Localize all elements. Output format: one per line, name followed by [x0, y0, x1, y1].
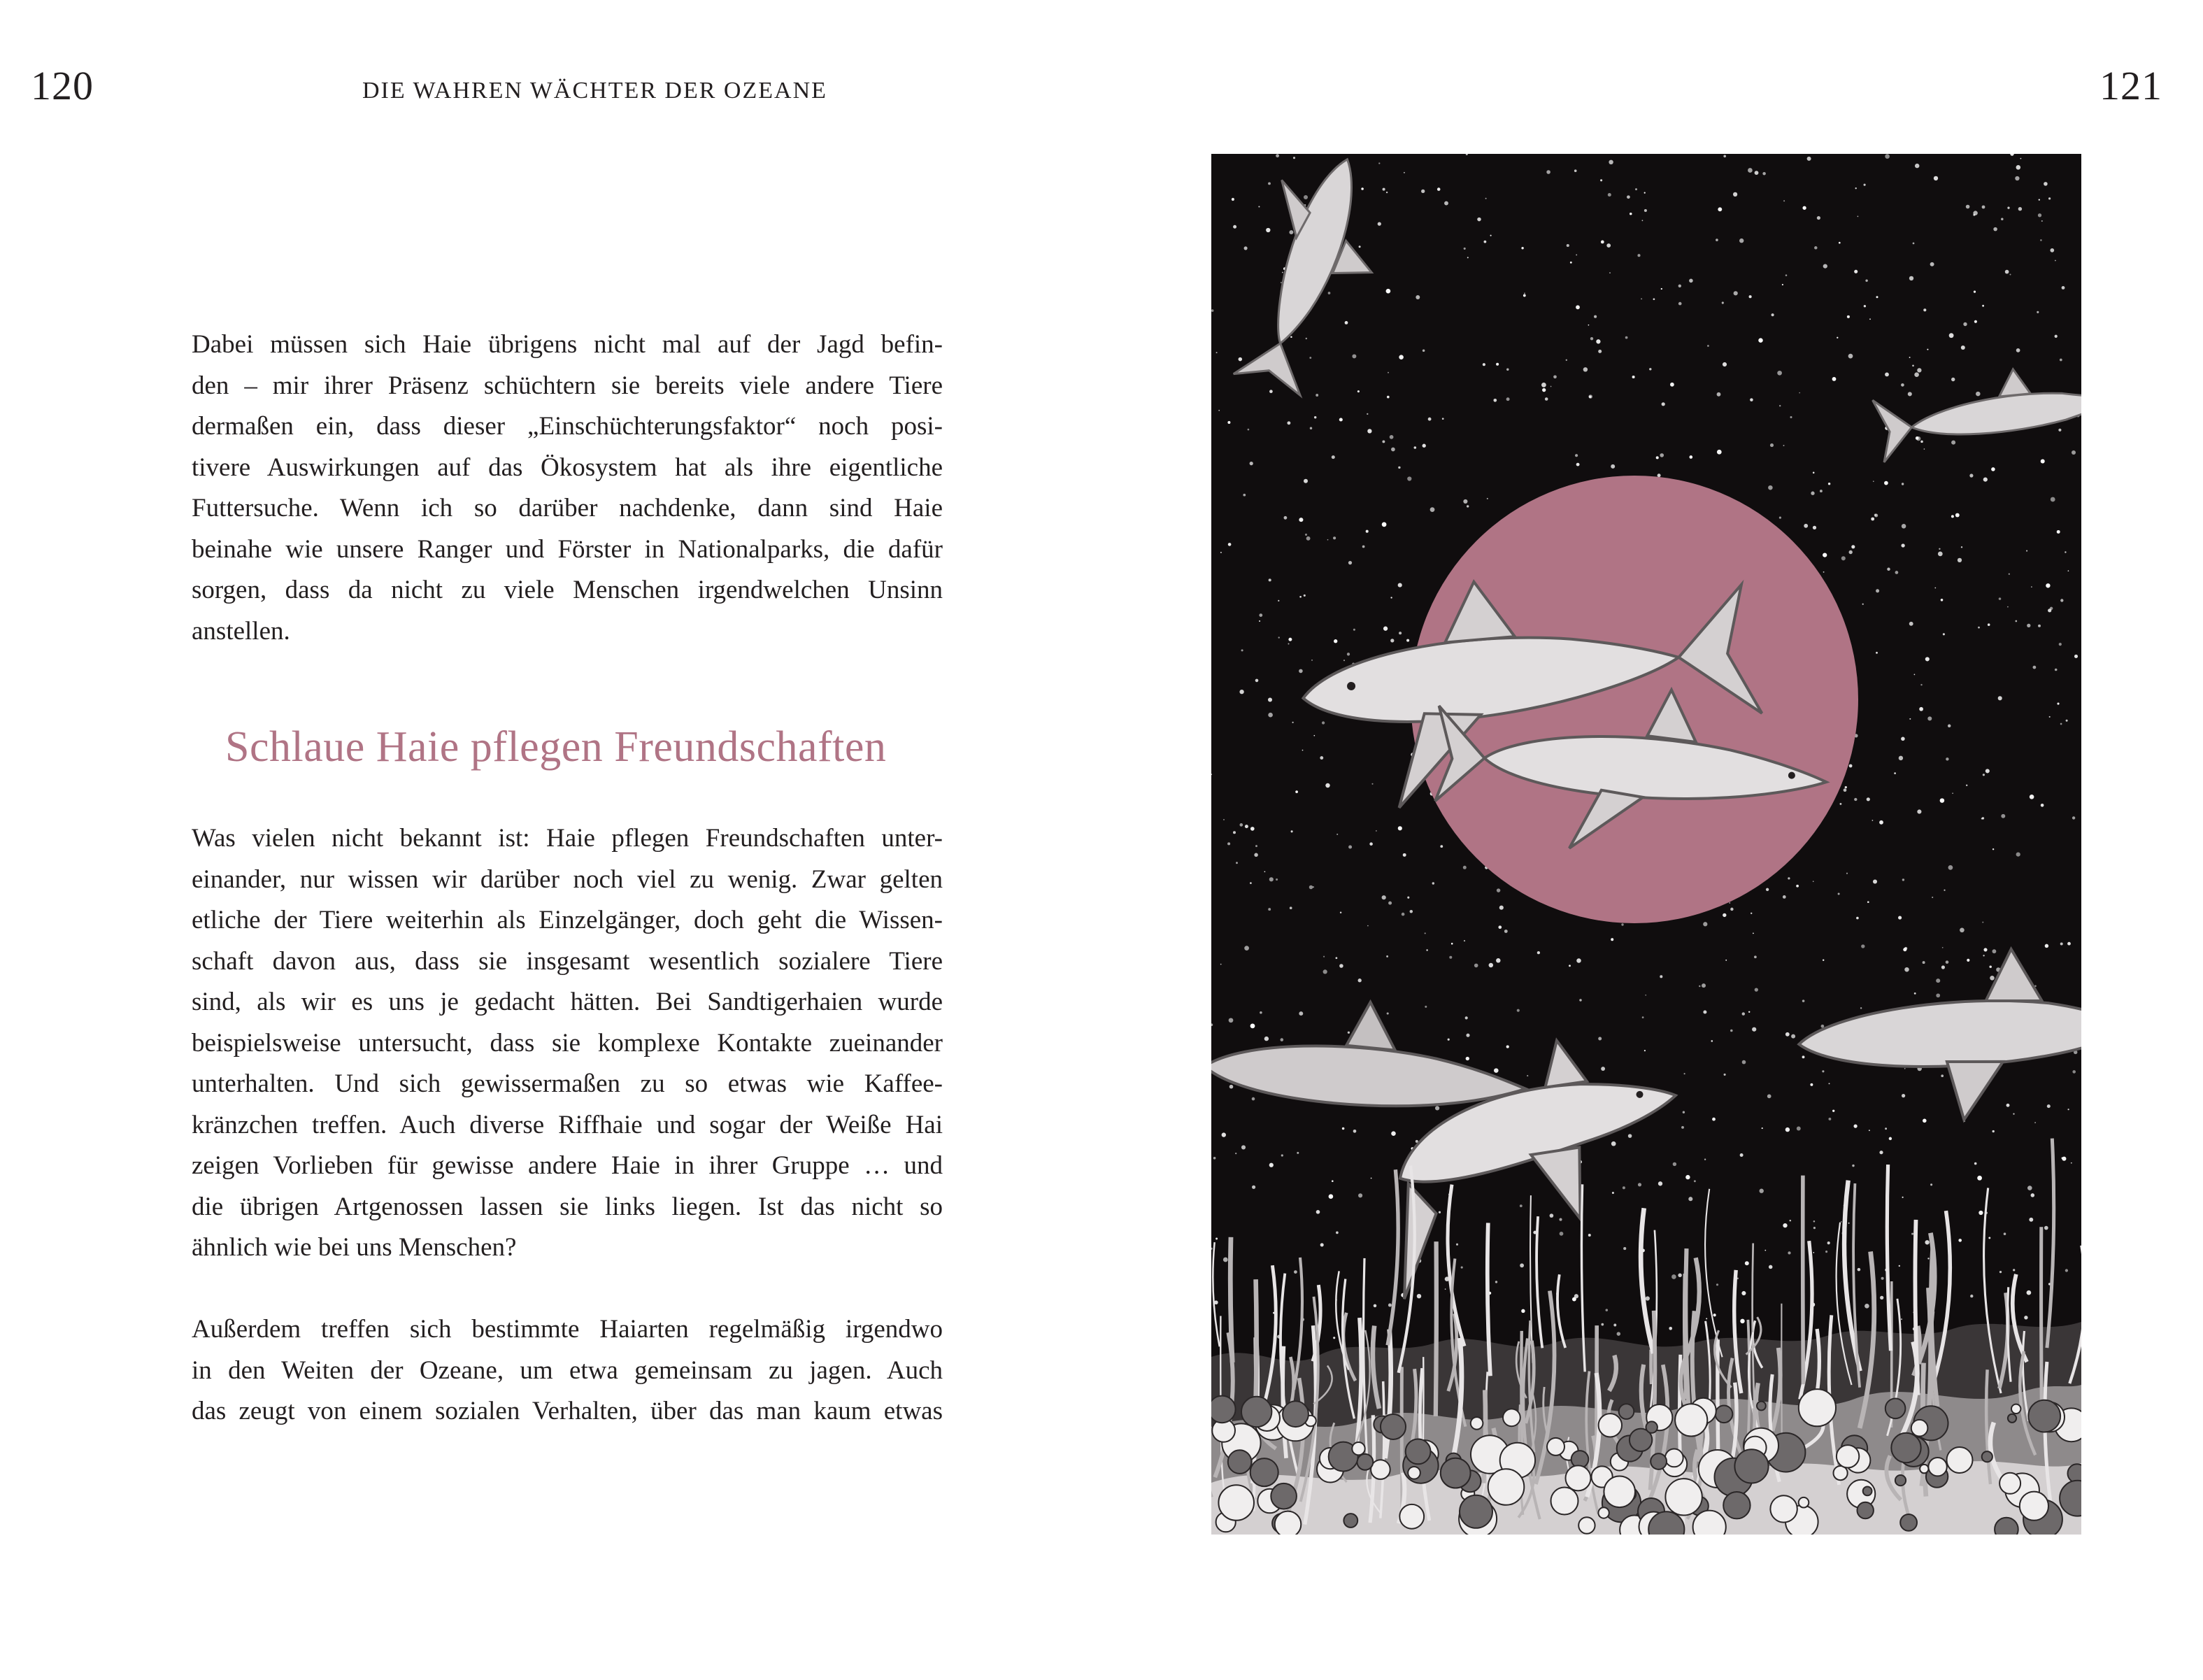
text-line: tivere Auswirkungen auf das Ökosystem hat als ihre eigentliche — [192, 453, 943, 482]
text-line: beispielsweise untersucht, dass sie komplexe Kontakte zueinander — [192, 1028, 943, 1058]
text-line: schaft davon aus, dass sie insgesamt wesentlich sozialere Tiere — [192, 946, 943, 976]
text-line: zeigen Vorlieben für gewisse andere Haie in ihrer Gruppe … und — [192, 1151, 943, 1180]
text-line: sind, als wir es uns je gedacht hätten. Bei Sandtigerhaien wurde — [192, 988, 943, 1016]
text-line: einander, nur wissen wir darüber noch viel zu wenig. Zwar gelten — [192, 864, 943, 894]
text-line: ähnlich wie bei uns Menschen? — [192, 1233, 517, 1262]
text-line: kränzchen treffen. Auch diverse Riffhaie und sogar der Weiße Hai — [192, 1110, 943, 1139]
section-heading: Schlaue Haie pflegen Freundschaften — [225, 723, 887, 771]
text-line: in den Weiten der Ozeane, um etwa gemeinsam zu jagen. Auch — [192, 1355, 943, 1385]
text-line: sorgen, dass da nicht zu viele Menschen irgendwelchen Unsinn — [192, 576, 943, 604]
text-line: unterhalten. Und sich gewissermaßen zu so etwas wie Kaffee- — [192, 1069, 943, 1098]
page-number-left: 120 — [31, 63, 94, 108]
paragraph-2 — [192, 818, 943, 1269]
text-line: Futtersuche. Wenn ich so darüber nachdenke, dann sind Haie — [192, 494, 943, 522]
shark-illustration — [1211, 154, 2081, 1535]
text-line: etliche der Tiere weiterhin als Einzelgänger, doch geht die Wissen- — [192, 906, 943, 934]
running-head: DIE WAHREN WÄCHTER DER OZEANE — [362, 78, 827, 104]
text-line: Außerdem treffen sich bestimmte Haiarten regelmäßig irgendwo — [192, 1315, 943, 1344]
text-line: den – mir ihrer Präsenz schüchtern sie bereits viele andere Tiere — [192, 371, 943, 400]
text-line: beinahe wie unsere Ranger und Förster in Nationalparks, die dafür — [192, 534, 943, 564]
page-number-right: 121 — [2099, 63, 2162, 108]
text-line: Was vielen nicht bekannt ist: Haie pflegen Freundschaften unter- — [192, 824, 943, 853]
shark-illustration-svg — [1211, 154, 2081, 1535]
text-line: anstellen. — [192, 616, 290, 646]
paragraph-1 — [192, 325, 943, 652]
text-line: Dabei müssen sich Haie übrigens nicht mal auf der Jagd befin- — [192, 330, 943, 359]
text-line: dermaßen ein, dass dieser „Einschüchterungsfaktor“ noch posi- — [192, 412, 943, 441]
paragraph-3 — [192, 1309, 943, 1432]
text-line: das zeugt von einem sozialen Verhalten, über das man kaum etwas — [192, 1397, 943, 1425]
text-line: die übrigen Artgenossen lassen sie links liegen. Ist das nicht so — [192, 1192, 943, 1221]
